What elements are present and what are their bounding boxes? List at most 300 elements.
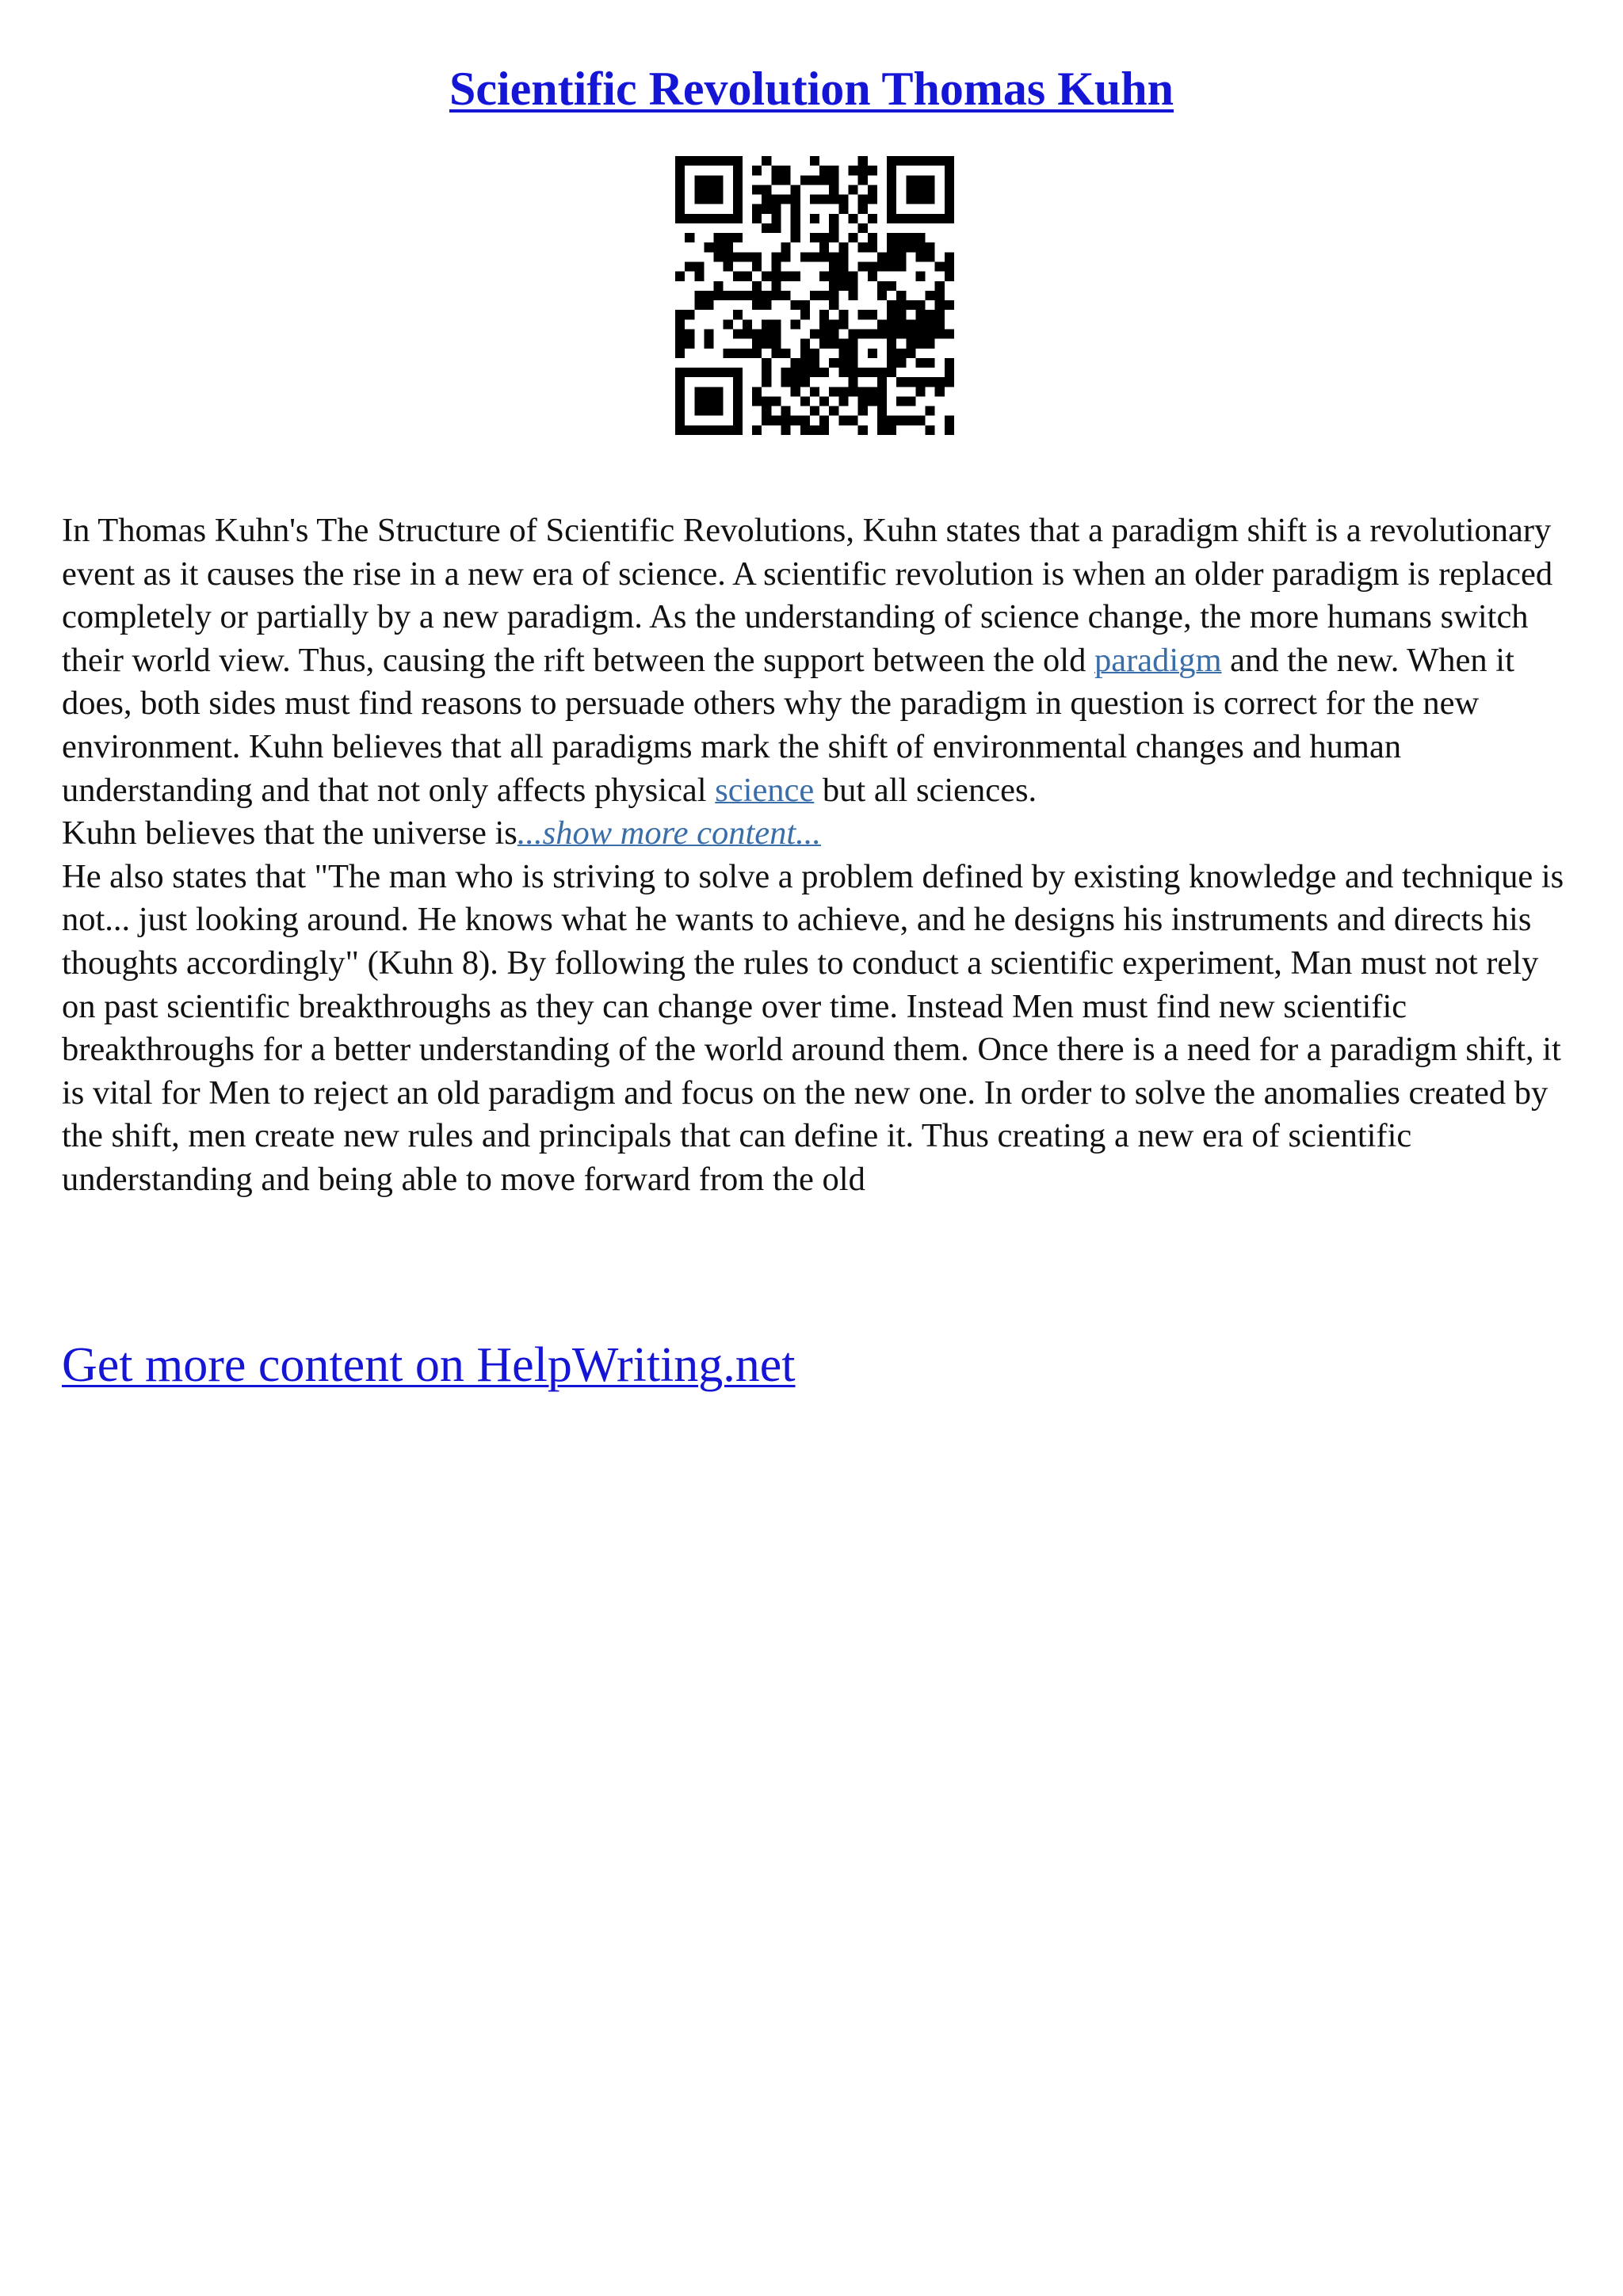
qr-module <box>848 233 857 242</box>
qr-module <box>762 185 771 194</box>
qr-module <box>771 319 781 329</box>
qr-module <box>896 358 906 368</box>
qr-module <box>945 204 954 214</box>
qr-module <box>810 387 819 396</box>
qr-module <box>675 349 685 358</box>
qr-module <box>704 339 713 349</box>
qr-module <box>733 425 743 435</box>
qr-module <box>752 252 762 261</box>
qr-module <box>743 291 752 300</box>
qr-module <box>848 291 857 300</box>
qr-module <box>752 281 762 291</box>
qr-module <box>752 300 762 310</box>
qr-module <box>945 416 954 425</box>
qr-module <box>906 319 915 329</box>
qr-module <box>675 425 685 435</box>
qr-module <box>848 329 857 338</box>
qr-module <box>810 358 819 368</box>
qr-module <box>800 358 810 368</box>
qr-module <box>771 349 781 358</box>
qr-module <box>819 175 829 185</box>
qr-module <box>733 252 743 261</box>
qr-module <box>868 310 877 319</box>
qr-module <box>945 300 954 310</box>
qr-module <box>915 310 925 319</box>
title-link[interactable]: Scientific Revolution Thomas Kuhn <box>449 63 1174 115</box>
qr-module <box>877 291 887 300</box>
qr-module <box>675 166 685 175</box>
qr-module <box>829 358 838 368</box>
qr-module <box>733 377 743 387</box>
qr-module <box>829 195 838 204</box>
qr-module <box>800 175 810 185</box>
qr-module <box>781 272 791 281</box>
qr-module <box>752 262 762 272</box>
qr-module <box>896 396 906 406</box>
qr-module <box>906 185 915 194</box>
qr-module <box>926 195 935 204</box>
article-body <box>62 509 1568 1202</box>
qr-module <box>733 166 743 175</box>
qr-module <box>838 416 848 425</box>
qr-module <box>714 233 724 242</box>
qr-module <box>714 156 724 166</box>
qr-module <box>810 349 819 358</box>
qr-module <box>781 349 791 358</box>
qr-module <box>915 300 925 310</box>
qr-module <box>733 406 743 416</box>
qr-module <box>752 329 762 338</box>
qr-module <box>752 339 762 349</box>
qr-module <box>733 185 743 194</box>
qr-module <box>915 156 925 166</box>
qr-module <box>906 416 915 425</box>
footer-cta <box>62 1333 796 1397</box>
qr-module <box>694 300 704 310</box>
qr-module <box>887 310 896 319</box>
qr-module <box>935 262 945 272</box>
qr-module <box>868 214 877 223</box>
qr-module <box>791 358 800 368</box>
qr-module <box>704 368 713 377</box>
qr-module <box>829 166 838 175</box>
qr-module <box>791 214 800 223</box>
qr-module <box>714 214 724 223</box>
qr-module <box>926 252 935 261</box>
qr-module <box>858 387 868 396</box>
qr-module <box>781 175 791 185</box>
qr-module <box>848 349 857 358</box>
qr-module <box>675 319 685 329</box>
qr-module <box>675 377 685 387</box>
qr-module <box>743 349 752 358</box>
qr-module <box>733 416 743 425</box>
qr-module <box>675 185 685 194</box>
qr-module <box>877 387 887 396</box>
qr-module <box>945 272 954 281</box>
qr-module <box>800 416 810 425</box>
qr-module <box>819 252 829 261</box>
qr-module <box>906 242 915 252</box>
qr-module <box>848 339 857 349</box>
qr-module <box>829 319 838 329</box>
qr-module <box>829 175 838 185</box>
qr-module <box>896 349 906 358</box>
qr-module <box>945 185 954 194</box>
qr-module <box>926 156 935 166</box>
qr-module <box>896 377 906 387</box>
qr-module <box>694 195 704 204</box>
paragraph-intro-text-b: and the new. When it does, both sides must find reasons to persuade others why the paradigm in question is correct for the new environment. Kuhn believes that all paradigms mark the shift of environmental changes and human understanding and that not only affects physical <box>62 641 1514 809</box>
qr-module <box>781 406 791 416</box>
qr-module <box>771 396 781 406</box>
qr-module <box>887 368 896 377</box>
qr-module <box>771 262 781 272</box>
qr-module <box>771 272 781 281</box>
qr-module <box>781 166 791 175</box>
qr-module <box>868 195 877 204</box>
qr-module <box>926 175 935 185</box>
qr-module <box>877 425 887 435</box>
qr-module <box>704 195 713 204</box>
qr-module <box>685 233 694 242</box>
qr-module <box>810 368 819 377</box>
qr-module <box>800 300 810 310</box>
paragraph-continuation: He also states that "The man who is striving to solve a problem defined by existing knowledge and technique is not... just looking around. He knows what he wants to achieve, and he designs his instruments and directs his thoughts accordingly" (Kuhn 8). By following the rules to conduct a scientific experiment, Man must not rely on past scientific breakthroughs as they can change over time. Instead Men must find new scientific breakthroughs for a better understanding of the world around them. Once there is a need for a paradigm shift, it is vital for Men to reject an old paradigm and focus on the new one. In order to solve the anomalies created by the shift, men create new rules and principals that can define it. Thus creating a new era of scientific understanding and being able to move forward from the old <box>62 857 1564 1198</box>
qr-module <box>906 396 915 406</box>
qr-module <box>810 156 819 166</box>
qr-module <box>858 329 868 338</box>
qr-module <box>675 329 685 338</box>
qr-module <box>733 349 743 358</box>
qr-module <box>694 262 704 272</box>
qr-module <box>675 156 685 166</box>
qr-module <box>838 195 848 204</box>
qr-module <box>714 387 724 396</box>
qr-module <box>771 214 781 223</box>
qr-module <box>714 252 724 261</box>
qr-module <box>868 329 877 338</box>
qr-module <box>896 319 906 329</box>
qr-module <box>906 214 915 223</box>
qr-module <box>694 406 704 416</box>
qr-module <box>819 166 829 175</box>
qr-module <box>694 368 704 377</box>
qr-module <box>829 329 838 338</box>
qr-module <box>762 195 771 204</box>
qr-module <box>762 223 771 233</box>
qr-module <box>733 195 743 204</box>
qr-module <box>694 185 704 194</box>
qr-module <box>829 214 838 223</box>
qr-module <box>752 214 762 223</box>
qr-module <box>694 156 704 166</box>
qr-module <box>877 396 887 406</box>
qr-module <box>762 339 771 349</box>
paragraph-intro-text-a: In Thomas Kuhn's The Structure of Scientific Revolutions, Kuhn states that a paradigm shift is a revolutionary event as it causes the rise in a new era of science. A scientific revolution is when an older paradigm is replaced completely or partially by a new paradigm. As the understanding of science change, the more humans switch their world view. Thus, causing the rift between the support between the old <box>62 512 1553 679</box>
qr-module <box>800 339 810 349</box>
qr-module <box>848 185 857 194</box>
qr-module <box>906 233 915 242</box>
qr-module <box>868 349 877 358</box>
qr-module <box>704 396 713 406</box>
qr-module <box>868 396 877 406</box>
qr-module <box>791 387 800 396</box>
qr-module <box>819 242 829 252</box>
qr-module <box>743 272 752 281</box>
qr-module <box>704 175 713 185</box>
qr-module <box>714 291 724 300</box>
qr-module <box>752 349 762 358</box>
qr-module <box>762 319 771 329</box>
qr-module <box>771 416 781 425</box>
qr-module <box>935 300 945 310</box>
qr-module <box>877 262 887 272</box>
qr-module <box>685 310 694 319</box>
qr-module <box>896 329 906 338</box>
qr-module <box>724 156 733 166</box>
qr-module <box>935 214 945 223</box>
qr-module <box>838 262 848 272</box>
qr-module <box>704 185 713 194</box>
qr-module <box>762 329 771 338</box>
qr-module <box>771 291 781 300</box>
qr-module <box>896 252 906 261</box>
qr-module <box>675 387 685 396</box>
qr-module <box>915 329 925 338</box>
qr-module <box>810 195 819 204</box>
qr-module <box>906 349 915 358</box>
qr-module <box>926 185 935 194</box>
paragraph-teaser-text: Kuhn believes that the universe is <box>62 814 517 852</box>
qr-module <box>685 156 694 166</box>
paradigm-link[interactable]: paradigm <box>1094 641 1222 679</box>
qr-module <box>743 252 752 261</box>
qr-module <box>887 242 896 252</box>
qr-module <box>791 368 800 377</box>
qr-module <box>868 185 877 194</box>
qr-module <box>858 175 868 185</box>
paragraph-teaser <box>62 812 1568 856</box>
qr-module <box>810 406 819 416</box>
qr-module <box>945 166 954 175</box>
qr-module <box>838 349 848 358</box>
qr-module <box>906 300 915 310</box>
qr-module <box>926 310 935 319</box>
qr-module <box>743 329 752 338</box>
qr-module <box>771 195 781 204</box>
qr-module <box>915 416 925 425</box>
qr-module <box>887 204 896 214</box>
qr-module <box>926 377 935 387</box>
qr-module <box>887 262 896 272</box>
qr-module <box>714 281 724 291</box>
qr-module <box>819 368 829 377</box>
qr-module <box>819 291 829 300</box>
qr-module <box>926 214 935 223</box>
qr-module <box>762 300 771 310</box>
qr-module <box>733 310 743 319</box>
qr-module <box>915 387 925 396</box>
qr-module <box>858 195 868 204</box>
qr-module <box>915 272 925 281</box>
qr-module <box>858 406 868 416</box>
qr-module <box>896 156 906 166</box>
qr-module <box>800 349 810 358</box>
qr-module <box>829 281 838 291</box>
qr-module <box>887 156 896 166</box>
qr-module <box>935 329 945 338</box>
qr-module <box>935 156 945 166</box>
qr-module <box>733 368 743 377</box>
qr-module <box>915 339 925 349</box>
qr-module <box>819 310 829 319</box>
qr-module <box>704 406 713 416</box>
qr-module <box>675 204 685 214</box>
qr-module <box>915 319 925 329</box>
qr-module <box>829 252 838 261</box>
qr-module <box>838 319 848 329</box>
qr-module <box>926 339 935 349</box>
qr-module <box>906 156 915 166</box>
qr-module <box>704 214 713 223</box>
paragraph-intro-text-c: but all sciences. <box>814 771 1037 809</box>
qr-module <box>848 166 857 175</box>
qr-module <box>714 425 724 435</box>
qr-module <box>906 195 915 204</box>
qr-module <box>887 233 896 242</box>
qr-module <box>829 185 838 194</box>
qr-module <box>887 300 896 310</box>
qr-module <box>829 233 838 242</box>
science-link[interactable]: science <box>715 771 815 809</box>
qr-module <box>694 396 704 406</box>
qr-module <box>791 223 800 233</box>
qr-module <box>675 195 685 204</box>
qr-module <box>810 252 819 261</box>
qr-module <box>877 406 887 416</box>
qr-module <box>926 425 935 435</box>
qr-module <box>762 156 771 166</box>
qr-module <box>887 319 896 329</box>
qr-module <box>868 262 877 272</box>
qr-module <box>675 416 685 425</box>
qr-module <box>704 300 713 310</box>
qr-module <box>791 416 800 425</box>
qr-module <box>733 233 743 242</box>
qr-module <box>733 396 743 406</box>
qr-module <box>838 242 848 252</box>
qr-module <box>829 387 838 396</box>
qr-module <box>887 166 896 175</box>
qr-module <box>771 223 781 233</box>
qr-module <box>868 368 877 377</box>
qr-module <box>887 358 896 368</box>
qr-module <box>926 406 935 416</box>
qr-module <box>906 377 915 387</box>
qr-module <box>838 368 848 377</box>
qr-module <box>762 406 771 416</box>
qr-module <box>915 195 925 204</box>
qr-module <box>762 291 771 300</box>
qr-module <box>675 272 685 281</box>
qr-module <box>819 425 829 435</box>
qr-module <box>906 329 915 338</box>
qr-module <box>819 319 829 329</box>
qr-module <box>896 233 906 242</box>
qr-module <box>935 310 945 319</box>
qr-module <box>675 310 685 319</box>
qr-module <box>724 368 733 377</box>
qr-module <box>800 368 810 377</box>
qr-module <box>838 396 848 406</box>
qr-module <box>752 166 762 175</box>
qr-module <box>819 339 829 349</box>
qr-module <box>704 156 713 166</box>
qr-module <box>858 396 868 406</box>
qr-module <box>915 252 925 261</box>
qr-module <box>829 223 838 233</box>
qr-module <box>858 262 868 272</box>
page-title <box>0 57 1623 120</box>
qr-module <box>896 416 906 425</box>
qr-module <box>762 377 771 387</box>
qr-module <box>877 319 887 329</box>
qr-module <box>704 329 713 338</box>
qr-module <box>733 329 743 338</box>
qr-module <box>915 242 925 252</box>
qr-module <box>810 425 819 435</box>
qr-module <box>743 319 752 329</box>
qr-module <box>685 329 694 338</box>
qr-module <box>752 204 762 214</box>
qr-module <box>714 368 724 377</box>
qr-module <box>887 329 896 338</box>
qr-module <box>781 195 791 204</box>
qr-module <box>906 339 915 349</box>
qr-module <box>675 339 685 349</box>
qr-module <box>935 291 945 300</box>
qr-module <box>887 195 896 204</box>
qr-module <box>819 272 829 281</box>
qr-module <box>858 166 868 175</box>
qr-module <box>838 281 848 291</box>
qr-module <box>858 242 868 252</box>
qr-module <box>858 204 868 214</box>
qr-module <box>800 396 810 406</box>
qr-module <box>771 329 781 338</box>
qr-module <box>810 291 819 300</box>
qr-module <box>887 349 896 358</box>
qr-module <box>762 416 771 425</box>
paragraph-intro <box>62 509 1568 812</box>
qr-module <box>848 214 857 223</box>
qr-module <box>945 175 954 185</box>
qr-module <box>877 416 887 425</box>
qr-module <box>829 339 838 349</box>
get-more-content-link[interactable]: Get more content on HelpWriting.net <box>62 1338 796 1392</box>
qr-module <box>791 300 800 310</box>
show-more-link[interactable]: ...show more content... <box>517 814 822 852</box>
qr-module <box>838 310 848 319</box>
qr-module <box>838 387 848 396</box>
qr-module <box>838 272 848 281</box>
qr-module <box>733 175 743 185</box>
qr-module <box>685 425 694 435</box>
qr-module <box>945 358 954 368</box>
qr-module <box>791 185 800 194</box>
qr-module <box>819 233 829 242</box>
